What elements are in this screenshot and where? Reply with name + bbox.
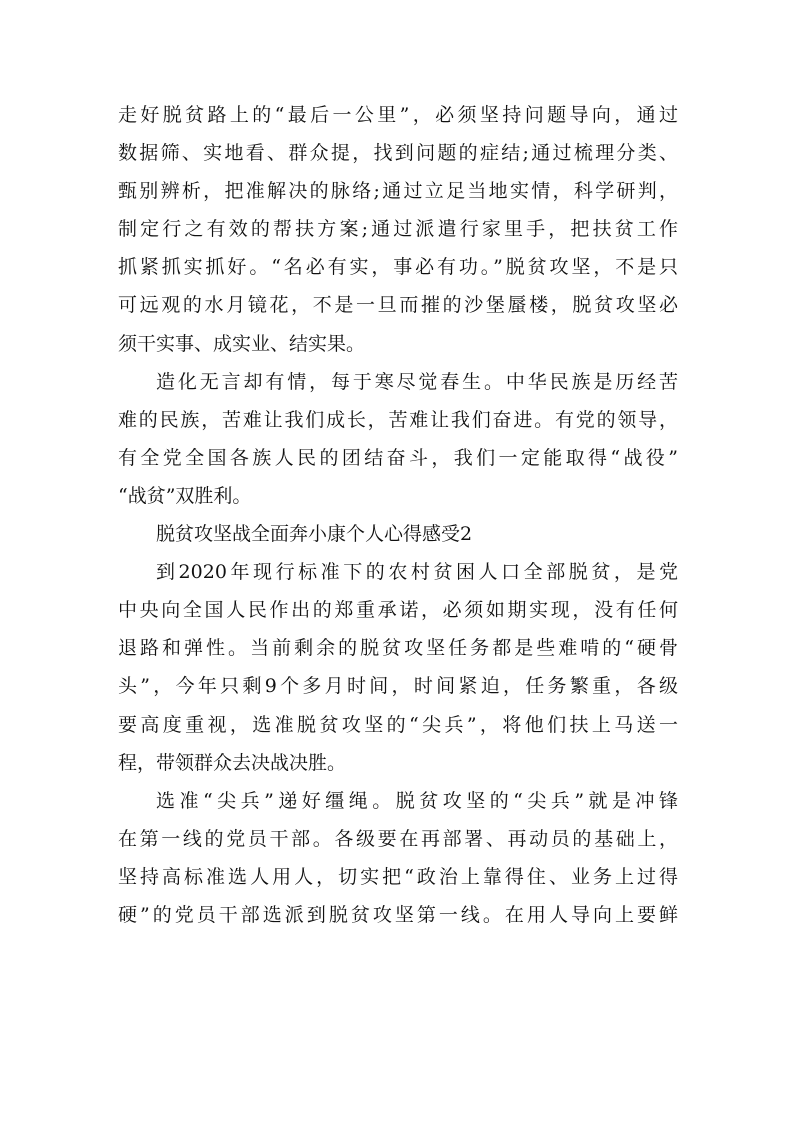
text-line: 硬”的党员干部选派到脱贫攻坚第一线。在用人导向上要鲜 bbox=[118, 903, 678, 926]
body-text bbox=[118, 96, 678, 934]
text-line: 程，带领群众去决战决胜。 bbox=[118, 751, 347, 774]
text-line: 走好脱贫路上的“最后一公里”，必须坚持问题导向，通过 bbox=[118, 104, 678, 126]
text-line: 甄别辨析，把准解决的脉络;通过立足当地实情，科学研判， bbox=[118, 180, 678, 203]
text-line: 须干实事、成实业、结实果。 bbox=[118, 332, 366, 355]
text-line: 抓紧抓实抓好。“名必有实，事必有功。”脱贫攻坚，不是只 bbox=[118, 256, 678, 279]
text-line: 选准“尖兵”递好缰绳。脱贫攻坚的“尖兵”就是冲锋 bbox=[156, 789, 678, 812]
text-line: “战贫”双胜利。 bbox=[118, 484, 252, 507]
text-line: 到2020年现行标准下的农村贫困人口全部脱贫，是党 bbox=[156, 561, 678, 584]
text-line: 坚持高标准选人用人，切实把“政治上靠得住、业务上过得 bbox=[118, 865, 678, 888]
text-line: 退路和弹性。当前剩余的脱贫攻坚任务都是些难啃的“硬骨 bbox=[118, 637, 678, 660]
text-line: 造化无言却有情，每于寒尽觉春生。中华民族是历经苦 bbox=[156, 370, 678, 393]
text-line: 制定行之有效的帮扶方案;通过派遣行家里手，把扶贫工作 bbox=[118, 218, 678, 241]
text-line: 数据筛、实地看、群众提，找到问题的症结;通过梳理分类、 bbox=[118, 142, 678, 165]
text-line: 中央向全国人民作出的郑重承诺，必须如期实现，没有任何 bbox=[118, 599, 678, 622]
text-line: 要高度重视，选准脱贫攻坚的“尖兵”，将他们扶上马送一 bbox=[118, 713, 678, 736]
text-line: 可远观的水月镜花，不是一旦而摧的沙堡蜃楼，脱贫攻坚必 bbox=[118, 294, 678, 317]
text-line: 有全党全国各族人民的团结奋斗，我们一定能取得“战役” bbox=[118, 446, 678, 469]
text-line: 头”，今年只剩9个多月时间，时间紧迫，任务繁重，各级 bbox=[118, 675, 678, 698]
text-line: 难的民族，苦难让我们成长，苦难让我们奋进。有党的领导， bbox=[118, 408, 678, 431]
text-line: 在第一线的党员干部。各级要在再部署、再动员的基础上， bbox=[118, 827, 678, 850]
section-heading: 脱贫攻坚战全面奔小康个人心得感受2 bbox=[156, 523, 473, 546]
